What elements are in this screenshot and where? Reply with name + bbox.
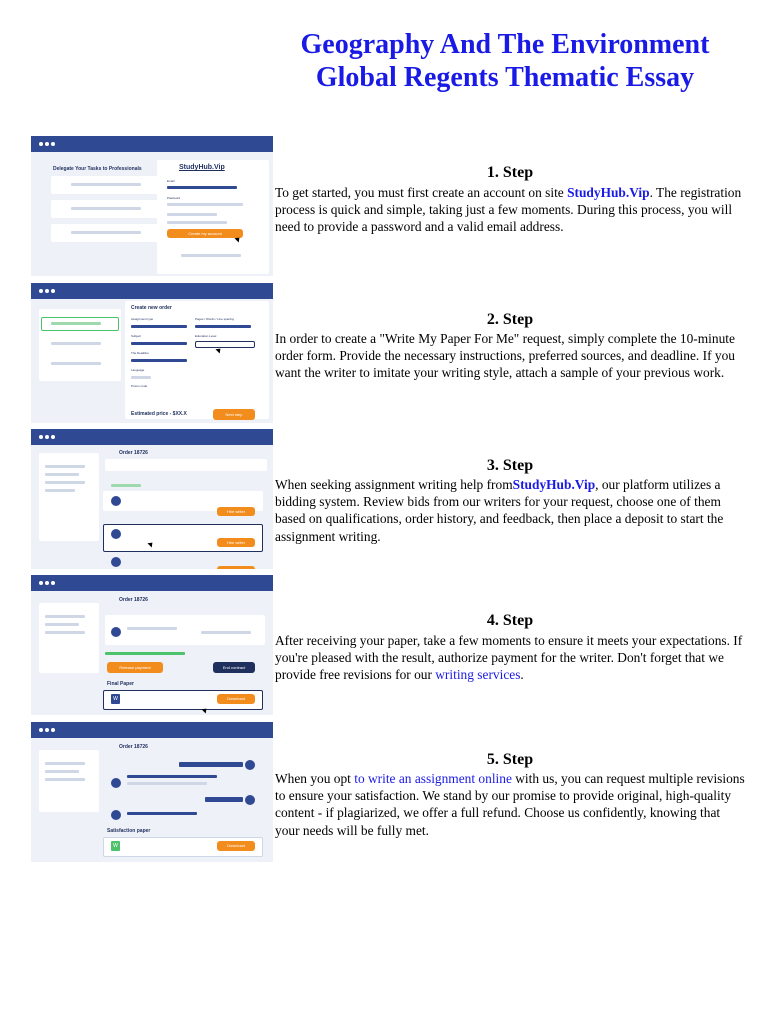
window-bar — [31, 283, 273, 299]
estimated-price: Estimated price - $XX.X — [131, 411, 187, 417]
step-3-screenshot: Order 18726 Hire writer Hire writer — [31, 429, 273, 569]
next-step-button: Next step — [213, 409, 255, 420]
release-payment-button: Release payment — [107, 662, 163, 673]
download-button: Download — [217, 694, 255, 704]
window-bar — [31, 722, 273, 738]
step-3-heading: 3. Step — [486, 457, 534, 474]
thumb-order: Order 18726 — [119, 744, 148, 750]
create-account-button: Create my account — [167, 229, 243, 238]
write-assignment-link[interactable]: to write an assignment online — [354, 771, 512, 786]
word-doc-icon: W — [111, 841, 120, 851]
window-bar — [31, 429, 273, 445]
final-paper-label: Final Paper — [107, 681, 134, 687]
step-4-screenshot — [31, 575, 273, 715]
step-1-screenshot: Delegate Your Tasks to Professionals StudyHub.Vip Email Password Create my account — [31, 136, 273, 276]
page-title — [270, 28, 740, 94]
step-3-text: When seeking assignment writing help fromStudyHub.Vip, our platform utilizes a bidding system. Review bids from our writers for your request, choose one of them based on qualifications, order history, and feedback, then place a deposit to start the assignment writing. — [275, 477, 724, 544]
step-4-text: After receiving your paper, take a few moments to ensure it meets your expectations. If you're pleased with the result, authorize payment for the writer. Don't forget that we provide free revisions for our writing services. — [275, 633, 743, 683]
thumb-order: Order 18726 — [119, 450, 148, 456]
step-1-text: To get started, you must first create an account on site StudyHub.Vip. The registration process is quick and simple, taking just a few moments. During this process, you will need to provide a password and a valid email address. — [275, 185, 742, 235]
window-bar — [31, 575, 273, 591]
studyhub-link[interactable]: StudyHub.Vip — [512, 477, 596, 492]
step-2-heading: 2. Step — [486, 311, 534, 328]
title-line-1: Geography And The Environment — [300, 29, 710, 60]
step-2-screenshot: Create new order Assignment type Pages / Words / Line spacing Subject Education Level The Deadline Language Promo code Estimated price - $XX.X Next step — [31, 283, 273, 423]
thumb-order: Order 18726 — [119, 597, 148, 603]
title-line-2: Global Regents Thematic Essay — [315, 62, 695, 93]
end-contract-button: End contract — [213, 662, 255, 673]
word-doc-icon: W — [111, 694, 120, 704]
window-bar — [31, 136, 273, 152]
studyhub-link[interactable]: StudyHub.Vip — [567, 185, 650, 200]
step-2-text: In order to create a "Write My Paper For Me" request, simply complete the 10-minute order form. Provide the necessary instructions, preferred sources, and deadline. If you want the writer to imitate your writing style, attach a sample of your previous work. — [275, 331, 735, 381]
step-5-heading: 5. Step — [486, 751, 534, 768]
satisfaction-paper-label: Satisfaction paper — [107, 828, 151, 834]
step-1-heading: 1. Step — [486, 164, 534, 181]
step-5-screenshot — [31, 722, 273, 862]
step-5-text: When you opt to write an assignment online with us, you can request multiple revisions to ensure your satisfaction. We stand by our promise to provide original, high-quality content - if plagiarized, we offer a full refund. Choose us confidently, knowing that your needs will be fully met. — [275, 771, 745, 838]
thumb-brand: StudyHub.Vip — [179, 164, 225, 171]
step-4-heading: 4. Step — [486, 612, 534, 629]
thumb-heading: Delegate Your Tasks to Professionals — [53, 166, 142, 172]
thumb-heading: Create new order — [131, 305, 172, 311]
download-button: Download — [217, 841, 255, 851]
writing-services-link[interactable]: writing services — [435, 667, 521, 683]
